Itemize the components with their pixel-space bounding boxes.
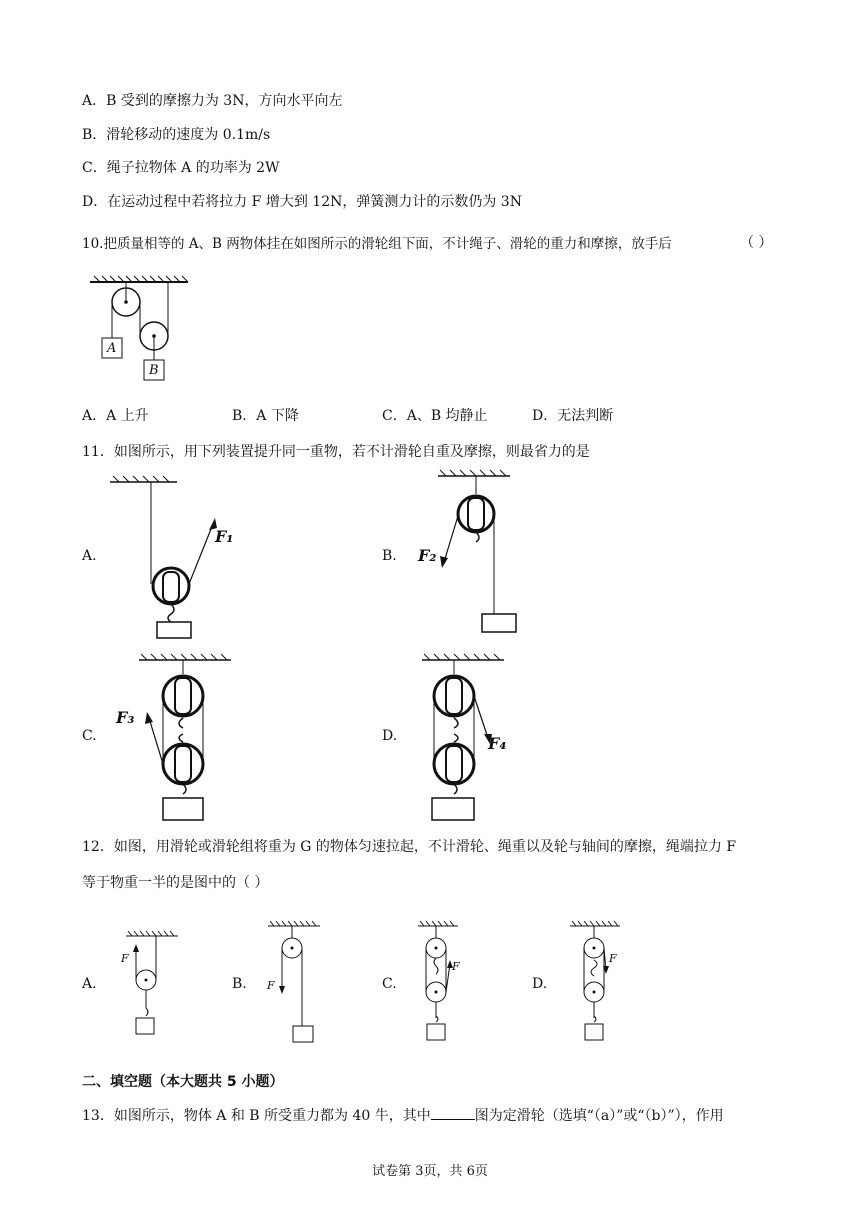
q13-text-before: 13．如图所示，物体 A 和 B 所受重力都为 40 牛，其中 [82, 1108, 431, 1124]
q10-figure [88, 276, 198, 388]
q11-figure-d [418, 654, 528, 824]
q12-force-b: F [267, 979, 275, 992]
q12-stem-line1: 12．如图，用滑轮或滑轮组将重为 G 的物体匀速拉起，不计滑轮、绳重以及轮与轴间的摩擦，绳端拉力 F [82, 839, 737, 855]
q10-option-a: A．A 上升 [82, 408, 149, 424]
q11-figure-c [135, 654, 245, 824]
q10-option-d: D．无法判断 [532, 408, 614, 424]
q9-option-d: D．在运动过程中若将拉力 F 增大到 12N，弹簧测力计的示数仍为 3N [82, 194, 522, 210]
q10-answer-paren: （ ） [740, 235, 773, 251]
q10-stem: 10.把质量相等的 A、B 两物体挂在如图所示的滑轮组下面，不计绳子、滑轮的重力和摩擦，放手后 [82, 236, 672, 252]
q11-label-a: A. [82, 548, 97, 564]
q9-option-a: A．B 受到的摩擦力为 3N，方向水平向左 [82, 93, 343, 109]
q11-force-f1: F₁ [215, 527, 234, 546]
q11-label-d: D. [382, 728, 398, 744]
q11-label-b: B. [382, 548, 397, 564]
q12-label-d: D. [532, 976, 548, 992]
q13-stem [82, 1105, 724, 1125]
q11-stem: 11．如图所示，用下列装置提升同一重物，若不计滑轮自重及摩擦，则最省力的是 [82, 444, 590, 460]
q10-option-b: B．A 下降 [232, 408, 299, 424]
page-footer: 试卷第 3页，共 6页 [372, 1164, 488, 1179]
q12-force-d: F [609, 952, 617, 965]
q9-option-b: B．滑轮移动的速度为 0.1m/s [82, 127, 271, 143]
q12-label-b: B. [232, 976, 247, 992]
q11-figure-b [430, 470, 540, 636]
q12-label-c: C. [382, 976, 397, 992]
q12-force-c: F [452, 960, 460, 973]
q12-figure-d [564, 918, 634, 1044]
q10-block-a-label: A [107, 341, 117, 356]
q11-force-f4: F₄ [488, 734, 507, 753]
q11-force-f2: F₂ [418, 546, 437, 565]
q12-figure-a [118, 928, 188, 1046]
q11-figure-a [105, 474, 255, 640]
q11-force-f3: F₃ [116, 708, 135, 727]
q10-option-c: C．A、B 均静止 [382, 408, 488, 424]
q13-text-after: 图为定滑轮（选填“（a）”或“（b）”），作用 [474, 1108, 724, 1124]
section-heading: 二、填空题（本大题共 5 小题） [82, 1074, 284, 1090]
q13-answer-blank[interactable] [431, 1107, 475, 1120]
q12-label-a: A. [82, 976, 97, 992]
q10-block-b-label: B [149, 363, 159, 378]
q11-label-c: C. [82, 728, 97, 744]
q9-option-c: C．绳子拉物体 A 的功率为 2W [82, 160, 280, 176]
q12-force-a: F [121, 952, 129, 965]
q12-stem-line2: 等于物重一半的是图中的（ ） [82, 875, 269, 891]
q12-figure-c [412, 918, 482, 1044]
